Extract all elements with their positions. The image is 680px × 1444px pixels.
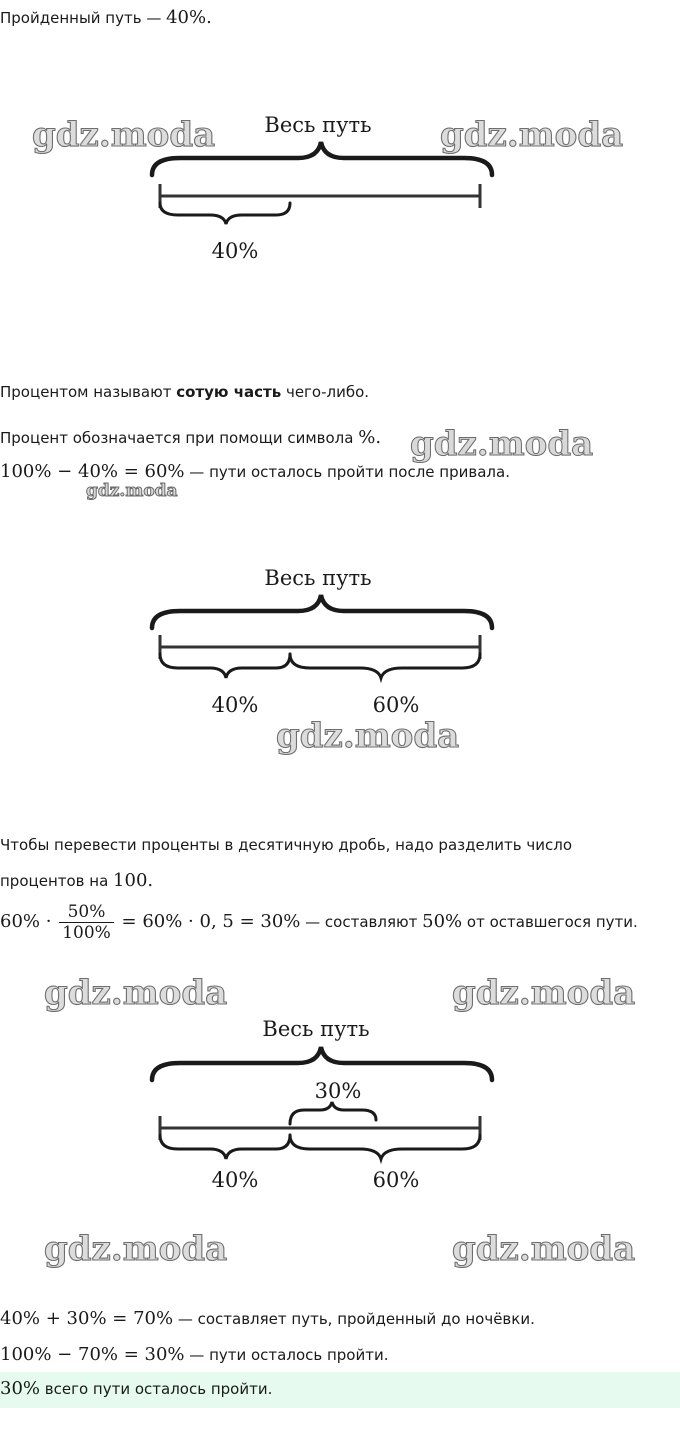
inner-brace-30 bbox=[290, 1102, 376, 1124]
watermark: gdz.moda bbox=[44, 1229, 228, 1269]
watermark: gdz.moda bbox=[452, 1229, 636, 1269]
definition-post: чего-либо. bbox=[281, 383, 370, 401]
equation-4 bbox=[0, 1344, 389, 1366]
watermark: gdz.moda bbox=[86, 481, 178, 501]
diagram-whole-path-40-60 bbox=[0, 555, 680, 755]
watermark: gdz.moda bbox=[276, 716, 460, 755]
answer-text: всего пути осталось пройти. bbox=[40, 1380, 273, 1398]
whole-path-label: Весь путь bbox=[264, 566, 372, 590]
equation-2-math-3: 50% bbox=[422, 911, 463, 932]
symbol-line bbox=[0, 427, 381, 449]
part-brace-60 bbox=[290, 1135, 480, 1159]
equation-2-math-1: 60% · bbox=[0, 911, 58, 932]
equation-2-text: — составляют bbox=[300, 913, 423, 931]
definition-pre: Процентом называют bbox=[0, 383, 177, 401]
percent-symbol: %. bbox=[358, 427, 382, 448]
equation-1-math: 100% − 40% = 60% bbox=[0, 461, 185, 482]
fraction-denominator: 100% bbox=[62, 923, 111, 943]
equation-1 bbox=[0, 461, 510, 483]
watermark: gdz.moda bbox=[452, 973, 636, 1013]
equation-3 bbox=[0, 1308, 535, 1330]
inner-label-30: 30% bbox=[314, 1079, 362, 1103]
part-label-40: 40% bbox=[211, 693, 259, 717]
equation-2-math-2: = 60% · 0, 5 = 30% bbox=[115, 911, 301, 932]
part-brace-40 bbox=[160, 203, 290, 224]
conversion-line-2-text: процентов на bbox=[0, 872, 114, 890]
equation-1-text: — пути осталось пройти после привала. bbox=[184, 463, 510, 481]
intro-value: 40%. bbox=[166, 7, 212, 28]
intro-text: Пройденный путь — bbox=[0, 9, 167, 27]
part-label-60: 60% bbox=[372, 1168, 420, 1192]
part-label-40: 40% bbox=[211, 239, 259, 263]
part-label-60: 60% bbox=[372, 693, 420, 717]
watermark: gdz.moda bbox=[440, 115, 624, 155]
answer-line bbox=[0, 1378, 272, 1399]
equation-4-text: — пути осталось пройти. bbox=[184, 1346, 389, 1364]
whole-path-label: Весь путь bbox=[262, 1017, 370, 1041]
answer-math: 30% bbox=[0, 1378, 41, 1399]
equation-3-math: 40% + 30% = 70% bbox=[0, 1308, 174, 1329]
part-brace-40 bbox=[160, 654, 290, 678]
definition-bold: сотую часть bbox=[176, 383, 282, 401]
equation-3-text: — составляет путь, пройденный до ночёвки. bbox=[173, 1310, 535, 1328]
conversion-line-2 bbox=[0, 870, 153, 892]
definition-line bbox=[0, 381, 369, 403]
fraction-numerator: 50% bbox=[59, 903, 114, 923]
answer-box bbox=[0, 1372, 680, 1408]
symbol-text: Процент обозначается при помощи символа bbox=[0, 429, 359, 447]
equation-2-text-2: от оставшегося пути. bbox=[462, 913, 638, 931]
equation-2 bbox=[0, 895, 638, 949]
diagram-whole-path-40-60-30 bbox=[0, 960, 680, 1270]
whole-path-brace bbox=[152, 595, 492, 628]
whole-path-label: Весь путь bbox=[264, 113, 372, 137]
part-brace-60 bbox=[290, 654, 480, 678]
watermark: gdz.moda bbox=[32, 115, 216, 155]
diagram-whole-path-40 bbox=[0, 100, 680, 290]
fraction bbox=[59, 903, 114, 942]
part-label-40: 40% bbox=[211, 1168, 259, 1192]
conversion-line-1: Чтобы перевести проценты в десятичную дробь, надо разделить число bbox=[0, 836, 573, 854]
watermark: gdz.moda bbox=[410, 424, 594, 464]
conversion-divisor: 100. bbox=[113, 870, 154, 891]
whole-path-brace bbox=[152, 1047, 492, 1080]
watermark: gdz.moda bbox=[44, 973, 228, 1013]
part-brace-40 bbox=[160, 1135, 290, 1159]
equation-4-math: 100% − 70% = 30% bbox=[0, 1344, 185, 1365]
intro-line bbox=[0, 7, 212, 29]
